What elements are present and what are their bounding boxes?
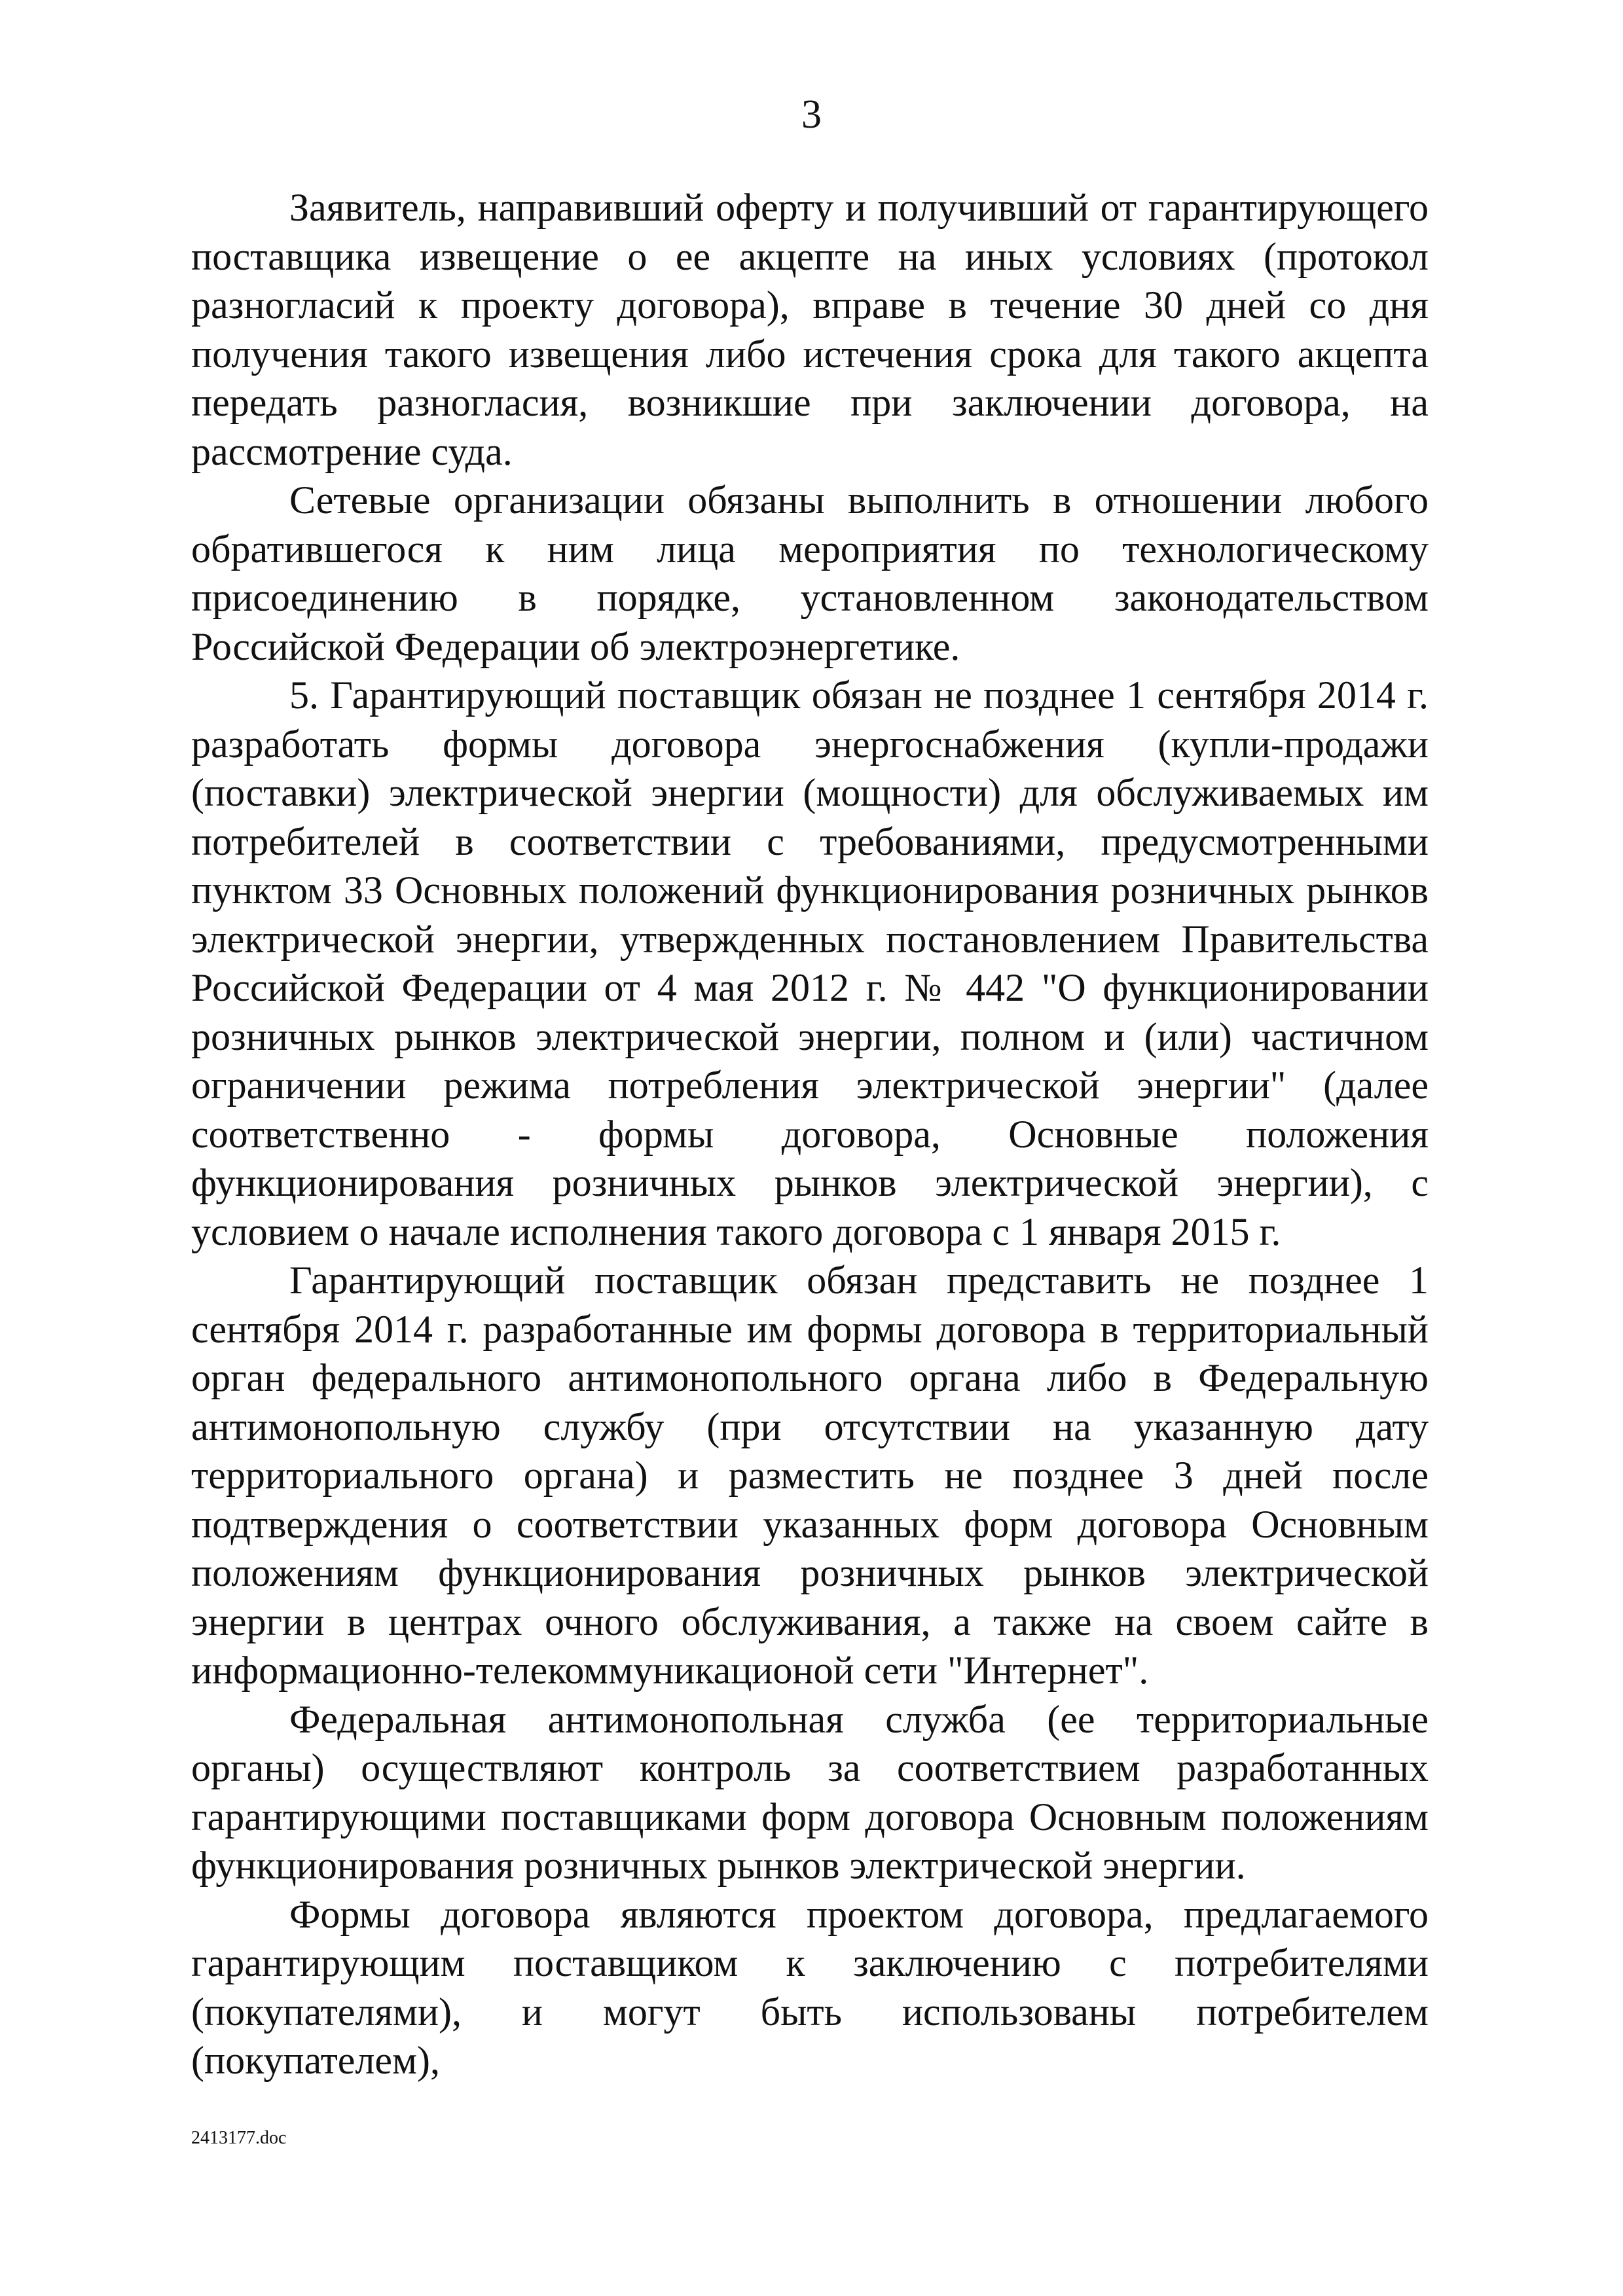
paragraph-supplier-submit-forms: Гарантирующий поставщик обязан представить не позднее 1 сентября 2014 г. разработанные им формы договора в территориальный орган федерального антимонопольного органа либо в Федеральную антимонопольную службу (при отсутствии на указанную дату территориального органа) и разместить не позднее 3 дней после подтверждения о соответствии указанных форм договора Основным положениям функционирования розничных рынков электрической энергии в центрах очного обслуживания, а также на своем сайте в информационно-телекоммуникационой сети "Интернет". [191,1259,1429,1692]
paragraph-contract-forms: Формы договора являются проектом договора, предлагаемого гарантирующим поставщиком к заключению с потребителями (покупателями), и могут быть использованы потребителем (покупателем), [191,1892,1429,2082]
paragraph-applicant-offer: Заявитель, направивший оферту и получивший от гарантирующего поставщика извещение о ее акцепте на иных условиях (протокол разногласий к проекту договора), вправе в течение 30 дней со дня получения такого извещения либо истечения срока для такого акцепта передать разногласия, возникшие при заключении договора, на рассмотрение суда. [191,186,1429,473]
footer-file-code: 2413177.doc [191,2128,287,2148]
paragraph-antimonopoly-control: Федеральная антимонопольная служба (ее территориальные органы) осуществляют контроль за соответствием разработанных гарантирующими поставщиками форм договора Основным положениям функционирования розничных рынков электрической энергии. [191,1697,1429,1887]
paragraph-item-5: 5. Гарантирующий поставщик обязан не позднее 1 сентября 2014 г. разработать формы договора энергоснабжения (купли-продажи (поставки) электрической энергии (мощности) для обслуживаемых им потребителей в соответствии с требованиями, предусмотренными пунктом 33 Основных положений функционирования розничных рынков электрической энергии, утвержденных постановлением Правительства Российской Федерации от 4 мая 2012 г. № 442 "О функционировании розничных рынков электрической энергии, полном и (или) частичном ограничении режима потребления электрической энергии" (далее соответственно - формы договора, Основные положения функционирования розничных рынков электрической энергии), с условием о начале исполнения такого договора с 1 января 2015 г. [191,673,1429,1253]
paragraph-network-organizations: Сетевые организации обязаны выполнить в отношении любого обратившегося к ним лица мероприятия по технологическому присоединению в порядке, установленном законодательством Российской Федерации об электроэнергетике. [191,478,1429,668]
page-number: 3 [801,92,822,137]
document-body [191,183,1429,2085]
